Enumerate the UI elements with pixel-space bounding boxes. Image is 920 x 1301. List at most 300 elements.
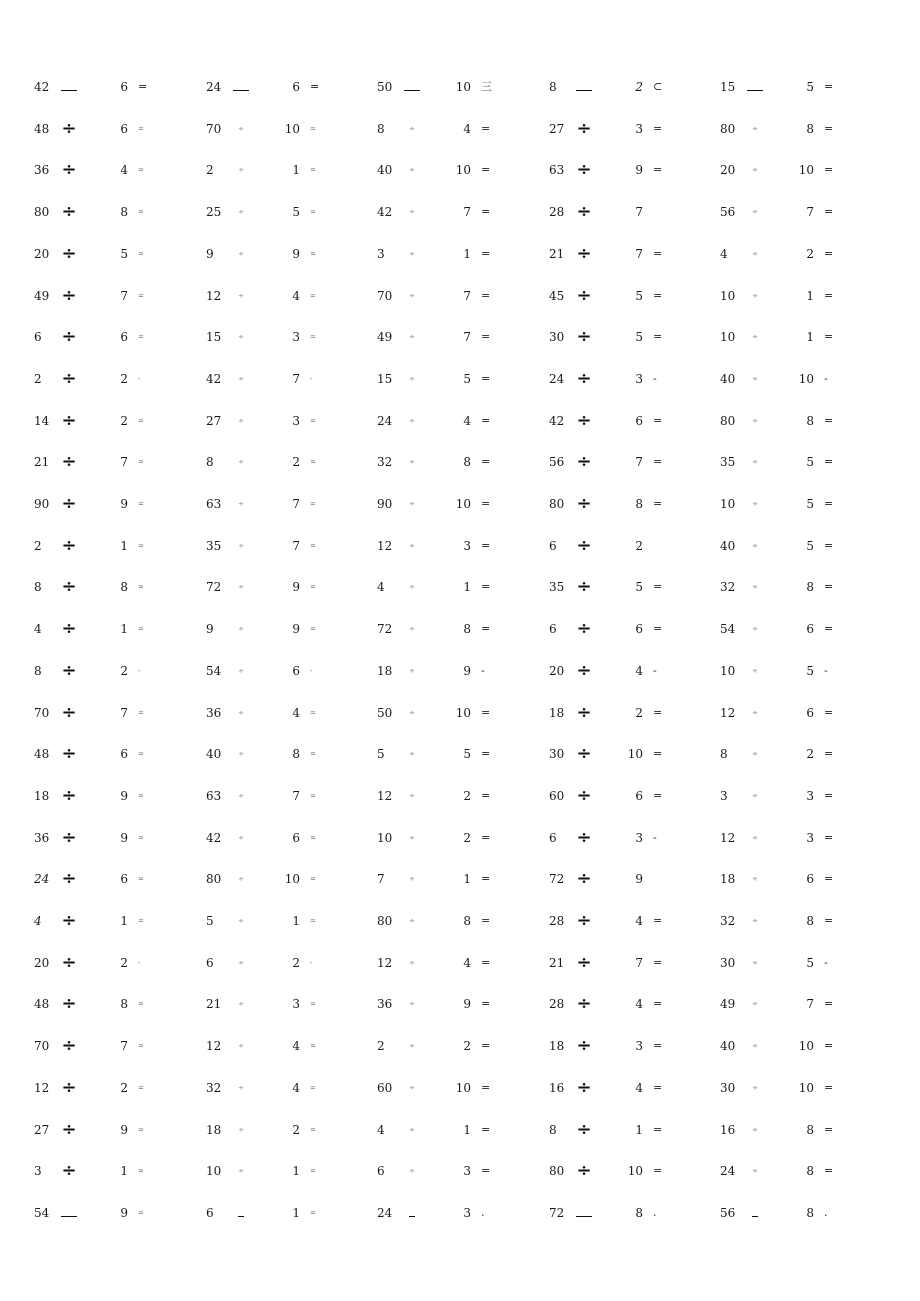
equals-sign: = bbox=[138, 708, 144, 717]
dividend: 63 bbox=[206, 788, 222, 803]
division-sign: ÷ bbox=[752, 208, 758, 217]
division-problem bbox=[377, 494, 537, 514]
equals-sign: = bbox=[138, 1042, 144, 1051]
divisor: 8 bbox=[120, 997, 128, 1012]
dividend: 40 bbox=[720, 1039, 736, 1054]
division-sign bbox=[403, 1203, 421, 1223]
division-sign: ÷ bbox=[409, 291, 415, 300]
division-sign: ÷ bbox=[752, 1167, 758, 1176]
division-problem bbox=[549, 494, 709, 514]
division-sign: ÷ bbox=[752, 625, 758, 634]
divisor: 1 bbox=[292, 163, 300, 178]
division-problem bbox=[206, 1036, 366, 1056]
dividend: 7 bbox=[377, 872, 385, 887]
dividend: 30 bbox=[720, 1080, 736, 1095]
equals-sign: = bbox=[653, 705, 663, 719]
equals-sign: - bbox=[653, 371, 657, 385]
division-problem bbox=[34, 77, 194, 97]
dividend: 12 bbox=[206, 1039, 222, 1054]
division-problem bbox=[377, 703, 537, 723]
division-problem bbox=[549, 536, 709, 556]
divisor: 5 bbox=[806, 455, 814, 470]
dividend: 21 bbox=[549, 955, 565, 970]
division-sign: ÷ bbox=[752, 917, 758, 925]
division-sign: ÷ bbox=[409, 958, 415, 967]
division-problem bbox=[549, 577, 709, 597]
division-problem bbox=[720, 286, 880, 306]
divisor: 2 bbox=[292, 1122, 300, 1137]
division-problem bbox=[34, 1120, 194, 1140]
dividend: 21 bbox=[549, 246, 565, 261]
divisor: 1 bbox=[463, 1122, 471, 1137]
division-problem bbox=[549, 119, 709, 139]
problem-row bbox=[0, 828, 920, 848]
divisor: 9 bbox=[292, 246, 300, 261]
dividend: 10 bbox=[206, 1164, 222, 1179]
dividend: 72 bbox=[549, 872, 565, 887]
dividend: 8 bbox=[720, 747, 728, 762]
equals-sign: = bbox=[138, 249, 144, 258]
divisor: 2 bbox=[635, 705, 643, 720]
dividend: 4 bbox=[34, 622, 42, 637]
division-sign: ÷ bbox=[409, 1125, 415, 1134]
equals-sign: = bbox=[481, 455, 491, 469]
divisor: 4 bbox=[463, 955, 471, 970]
equals-sign: = bbox=[824, 830, 834, 844]
equals-sign: - bbox=[824, 955, 828, 969]
divisor: 6 bbox=[120, 747, 128, 762]
division-problem bbox=[34, 411, 194, 431]
equals-sign: = bbox=[138, 291, 144, 300]
dividend: 18 bbox=[549, 705, 565, 720]
dividend: 12 bbox=[377, 788, 393, 803]
dividend: 28 bbox=[549, 914, 565, 928]
divisor: 9 bbox=[120, 830, 128, 845]
equals-sign: = bbox=[138, 458, 144, 467]
divisor: 7 bbox=[292, 371, 300, 386]
divisor: 4 bbox=[292, 1080, 300, 1095]
divisor: 6 bbox=[806, 705, 814, 720]
divisor: 5 bbox=[120, 246, 128, 261]
division-problem bbox=[720, 494, 880, 514]
dividend: 25 bbox=[206, 205, 222, 220]
dividend: 12 bbox=[34, 1080, 50, 1095]
problem-row bbox=[0, 953, 920, 973]
division-problem bbox=[549, 77, 709, 97]
division-problem bbox=[206, 369, 366, 389]
dividend: 12 bbox=[377, 955, 393, 970]
equals-sign: = bbox=[824, 121, 834, 135]
division-problem bbox=[34, 744, 194, 764]
division-sign: ÷ bbox=[409, 416, 415, 425]
division-sign: ÷ bbox=[238, 374, 244, 383]
divisor: 9 bbox=[120, 1122, 128, 1137]
dividend: 80 bbox=[549, 1164, 565, 1179]
divisor: 1 bbox=[120, 914, 128, 928]
divisor: 7 bbox=[120, 1039, 128, 1054]
division-sign: ÷ bbox=[752, 166, 758, 175]
division-sign: ÷ bbox=[576, 284, 592, 306]
problem-row bbox=[0, 619, 920, 639]
division-sign: ÷ bbox=[576, 1118, 592, 1140]
equals-sign: = bbox=[824, 413, 834, 427]
division-problem bbox=[206, 911, 366, 931]
dividend: 27 bbox=[549, 121, 565, 136]
division-sign: ÷ bbox=[238, 124, 244, 133]
dividend: 48 bbox=[34, 121, 50, 136]
division-sign: ÷ bbox=[61, 743, 77, 765]
dividend: 18 bbox=[377, 663, 393, 678]
division-problem bbox=[206, 536, 366, 556]
dividend: 35 bbox=[720, 455, 736, 470]
dividend: 48 bbox=[34, 747, 50, 762]
equals-sign: = bbox=[653, 1039, 663, 1053]
equals-sign: = bbox=[653, 955, 663, 969]
dividend: 42 bbox=[206, 371, 222, 386]
divisor: 8 bbox=[463, 622, 471, 637]
equals-sign: = bbox=[824, 1122, 834, 1136]
division-problem bbox=[377, 994, 537, 1014]
division-sign: ÷ bbox=[752, 458, 758, 467]
equals-sign: = bbox=[481, 1122, 491, 1136]
divisor: 8 bbox=[806, 1205, 814, 1220]
division-sign: ÷ bbox=[752, 666, 758, 675]
divisor: 1 bbox=[292, 1164, 300, 1179]
equals-sign: - bbox=[824, 663, 828, 677]
division-problem bbox=[206, 327, 366, 347]
dividend: 56 bbox=[549, 455, 565, 470]
divisor: 8 bbox=[806, 580, 814, 595]
division-problem bbox=[720, 619, 880, 639]
division-sign: ÷ bbox=[576, 743, 592, 765]
divisor: 10 bbox=[627, 747, 643, 762]
division-sign: ÷ bbox=[409, 833, 415, 842]
equals-sign: = bbox=[824, 580, 834, 594]
division-problem bbox=[377, 869, 537, 889]
equals-sign: = bbox=[310, 124, 316, 133]
division-sign: ÷ bbox=[752, 833, 758, 842]
division-problem bbox=[206, 1161, 366, 1181]
divisor: 5 bbox=[463, 747, 471, 762]
equals-sign: 三 bbox=[481, 80, 492, 93]
equals-sign: = bbox=[138, 500, 144, 508]
dividend: 9 bbox=[206, 246, 214, 261]
division-sign: ÷ bbox=[61, 826, 77, 848]
division-problem bbox=[720, 160, 880, 180]
division-problem bbox=[206, 1203, 366, 1223]
equals-sign: . bbox=[824, 1205, 828, 1219]
divisor: 2 bbox=[120, 663, 128, 678]
divisor: 1 bbox=[292, 1205, 300, 1220]
divisor: 3 bbox=[635, 371, 643, 386]
divisor: 1 bbox=[463, 246, 471, 261]
division-sign: ÷ bbox=[576, 159, 592, 181]
division-sign: ÷ bbox=[752, 333, 758, 342]
division-problem bbox=[34, 452, 194, 472]
equals-sign: = bbox=[653, 163, 663, 177]
divisor: 3 bbox=[635, 121, 643, 136]
equals-sign: = bbox=[138, 166, 144, 175]
divisor: 2 bbox=[635, 538, 643, 553]
division-sign: ÷ bbox=[61, 576, 77, 598]
problem-row bbox=[0, 119, 920, 139]
divisor: 4 bbox=[635, 1080, 643, 1095]
division-sign: ÷ bbox=[238, 625, 244, 634]
equals-sign: = bbox=[138, 1125, 144, 1134]
division-sign: ÷ bbox=[238, 666, 244, 675]
division-problem bbox=[34, 494, 194, 514]
equals-sign: = bbox=[138, 1167, 144, 1176]
equals-sign: = bbox=[481, 413, 491, 427]
division-sign: ÷ bbox=[238, 1042, 244, 1051]
equals-sign: = bbox=[138, 583, 144, 592]
equals-sign: - bbox=[310, 666, 313, 675]
dividend: 20 bbox=[549, 663, 565, 678]
division-problem bbox=[549, 619, 709, 639]
division-sign: ÷ bbox=[238, 500, 244, 508]
divisor: 10 bbox=[798, 1039, 814, 1054]
equals-sign: = bbox=[653, 455, 663, 469]
division-sign bbox=[403, 77, 421, 97]
division-problem bbox=[34, 286, 194, 306]
divisor: 5 bbox=[806, 538, 814, 553]
dividend: 10 bbox=[720, 497, 736, 511]
equals-sign: - bbox=[310, 958, 313, 967]
division-sign: ÷ bbox=[238, 249, 244, 258]
divisor: 2 bbox=[463, 788, 471, 803]
equals-sign: = bbox=[824, 455, 834, 469]
equals-sign: = bbox=[310, 791, 316, 800]
division-problem bbox=[549, 744, 709, 764]
dividend: 63 bbox=[206, 497, 222, 511]
division-sign: ÷ bbox=[576, 534, 592, 556]
division-problem bbox=[549, 953, 709, 973]
division-problem bbox=[549, 327, 709, 347]
divisor: 1 bbox=[292, 914, 300, 928]
division-sign: ÷ bbox=[238, 166, 244, 175]
division-problem bbox=[206, 119, 366, 139]
equals-sign: = bbox=[138, 625, 144, 634]
divisor: 6 bbox=[120, 80, 128, 94]
divisor: 6 bbox=[120, 121, 128, 136]
dividend: 2 bbox=[377, 1039, 385, 1054]
divisor: 8 bbox=[806, 1164, 814, 1179]
division-sign: ÷ bbox=[238, 291, 244, 300]
division-problem bbox=[377, 244, 537, 264]
division-problem bbox=[34, 1036, 194, 1056]
dividend: 5 bbox=[206, 914, 214, 928]
divisor: 2 bbox=[806, 747, 814, 762]
divisor: 9 bbox=[463, 997, 471, 1012]
division-problem bbox=[377, 411, 537, 431]
divisor: 6 bbox=[120, 872, 128, 887]
divisor: 1 bbox=[120, 1164, 128, 1179]
division-sign: ÷ bbox=[409, 1167, 415, 1176]
equals-sign: = bbox=[824, 997, 834, 1011]
division-sign: ÷ bbox=[752, 1000, 758, 1009]
problem-row bbox=[0, 1120, 920, 1140]
divisor: 8 bbox=[463, 455, 471, 470]
division-problem bbox=[549, 369, 709, 389]
equals-sign: = bbox=[824, 246, 834, 260]
equals-sign: = bbox=[824, 747, 834, 761]
division-problem bbox=[377, 577, 537, 597]
division-problem bbox=[34, 327, 194, 347]
equals-sign: = bbox=[824, 622, 834, 636]
problem-row bbox=[0, 202, 920, 222]
divisor: 10 bbox=[284, 872, 300, 887]
division-problem bbox=[206, 202, 366, 222]
equals-sign: ⊂ bbox=[653, 80, 663, 93]
dividend: 56 bbox=[720, 1205, 736, 1220]
equals-sign: = bbox=[310, 1125, 316, 1134]
divisor: 1 bbox=[463, 872, 471, 887]
divisor: 8 bbox=[806, 121, 814, 136]
equals-sign: - bbox=[138, 374, 141, 383]
equals-sign: = bbox=[481, 747, 491, 761]
dividend: 63 bbox=[549, 163, 565, 178]
division-sign: ÷ bbox=[409, 1042, 415, 1051]
division-sign: ÷ bbox=[752, 374, 758, 383]
division-sign: ÷ bbox=[576, 242, 592, 264]
equals-sign: = bbox=[481, 1039, 491, 1053]
division-problem bbox=[34, 953, 194, 973]
division-sign: ÷ bbox=[238, 875, 244, 884]
divisor: 7 bbox=[635, 246, 643, 261]
equals-sign: = bbox=[310, 708, 316, 717]
equals-sign: = bbox=[310, 541, 316, 550]
equals-sign: = bbox=[824, 330, 834, 344]
divisor: 2 bbox=[635, 80, 643, 94]
division-problem bbox=[720, 369, 880, 389]
division-sign: ÷ bbox=[409, 583, 415, 592]
division-sign: ÷ bbox=[752, 708, 758, 717]
division-sign: ÷ bbox=[576, 1160, 592, 1182]
division-sign: ÷ bbox=[576, 409, 592, 431]
dividend: 56 bbox=[720, 205, 736, 220]
divisor: 7 bbox=[463, 205, 471, 220]
division-sign: ÷ bbox=[238, 583, 244, 592]
division-sign: ÷ bbox=[752, 124, 758, 133]
dividend: 10 bbox=[720, 663, 736, 678]
division-problem bbox=[377, 786, 537, 806]
equals-sign: = bbox=[138, 1208, 144, 1217]
divisor: 2 bbox=[292, 955, 300, 970]
dividend: 42 bbox=[206, 830, 222, 845]
division-sign: ÷ bbox=[238, 1125, 244, 1134]
equals-sign: = bbox=[138, 124, 144, 133]
equals-sign: = bbox=[824, 914, 834, 927]
divisor: 4 bbox=[463, 413, 471, 428]
dividend: 36 bbox=[34, 163, 50, 178]
equals-sign: = bbox=[824, 288, 834, 302]
division-problem bbox=[34, 619, 194, 639]
division-problem bbox=[377, 327, 537, 347]
divisor: 6 bbox=[635, 413, 643, 428]
dividend: 40 bbox=[377, 163, 393, 178]
dividend: 27 bbox=[206, 413, 222, 428]
equals-sign: = bbox=[653, 580, 663, 594]
division-problem bbox=[34, 160, 194, 180]
equals-sign: = bbox=[310, 917, 316, 925]
dividend: 80 bbox=[549, 497, 565, 511]
division-problem bbox=[206, 1120, 366, 1140]
dividend: 18 bbox=[720, 872, 736, 887]
division-sign: ÷ bbox=[409, 500, 415, 508]
problem-row bbox=[0, 327, 920, 347]
division-sign: ÷ bbox=[238, 416, 244, 425]
equals-sign: - bbox=[138, 958, 141, 967]
divisor: 5 bbox=[635, 288, 643, 303]
division-sign: ÷ bbox=[238, 1167, 244, 1176]
divisor: 6 bbox=[120, 330, 128, 345]
division-problem bbox=[720, 327, 880, 347]
division-problem bbox=[549, 452, 709, 472]
equals-sign: . bbox=[653, 1205, 657, 1219]
dividend: 2 bbox=[34, 371, 42, 386]
dividend: 54 bbox=[206, 663, 222, 678]
division-sign: ÷ bbox=[409, 875, 415, 884]
division-problem bbox=[720, 703, 880, 723]
division-sign: ÷ bbox=[61, 1076, 77, 1098]
division-sign: ÷ bbox=[61, 326, 77, 348]
divisor: 7 bbox=[120, 455, 128, 470]
dividend: 4 bbox=[377, 580, 385, 595]
problem-row bbox=[0, 744, 920, 764]
division-sign: ÷ bbox=[752, 1042, 758, 1051]
equals-sign: = bbox=[481, 205, 491, 219]
division-sign: ÷ bbox=[409, 750, 415, 759]
dividend: 90 bbox=[34, 497, 50, 511]
equals-sign: = bbox=[138, 541, 144, 550]
equals-sign: = bbox=[310, 583, 316, 592]
divisor: 8 bbox=[806, 413, 814, 428]
division-sign: ÷ bbox=[61, 701, 77, 723]
divisor: 2 bbox=[292, 455, 300, 470]
divisor: 1 bbox=[806, 288, 814, 303]
problem-row bbox=[0, 452, 920, 472]
divisor: 3 bbox=[635, 830, 643, 845]
division-sign: ÷ bbox=[752, 249, 758, 258]
dividend: 90 bbox=[377, 497, 393, 511]
division-sign: ÷ bbox=[238, 458, 244, 467]
divisor: 8 bbox=[292, 747, 300, 762]
equals-sign: . bbox=[481, 1205, 485, 1219]
divisor: 6 bbox=[635, 788, 643, 803]
equals-sign: = bbox=[310, 1083, 316, 1092]
division-problem bbox=[34, 1161, 194, 1181]
division-sign: ÷ bbox=[752, 1083, 758, 1092]
dividend: 4 bbox=[34, 914, 42, 928]
divisor: 6 bbox=[806, 872, 814, 887]
division-problem bbox=[206, 953, 366, 973]
divisor: 10 bbox=[798, 163, 814, 178]
equals-sign: - bbox=[138, 666, 141, 675]
division-problem bbox=[549, 786, 709, 806]
division-problem bbox=[34, 786, 194, 806]
equals-sign: = bbox=[653, 997, 663, 1011]
divisor: 8 bbox=[120, 580, 128, 595]
equals-sign: = bbox=[824, 1080, 834, 1094]
dividend: 20 bbox=[34, 246, 50, 261]
divisor: 3 bbox=[806, 788, 814, 803]
division-problem bbox=[206, 77, 366, 97]
division-sign: ÷ bbox=[409, 1000, 415, 1009]
dividend: 32 bbox=[377, 455, 393, 470]
equals-sign: = bbox=[653, 497, 663, 510]
dividend: 35 bbox=[549, 580, 565, 595]
division-sign: ÷ bbox=[409, 1083, 415, 1092]
